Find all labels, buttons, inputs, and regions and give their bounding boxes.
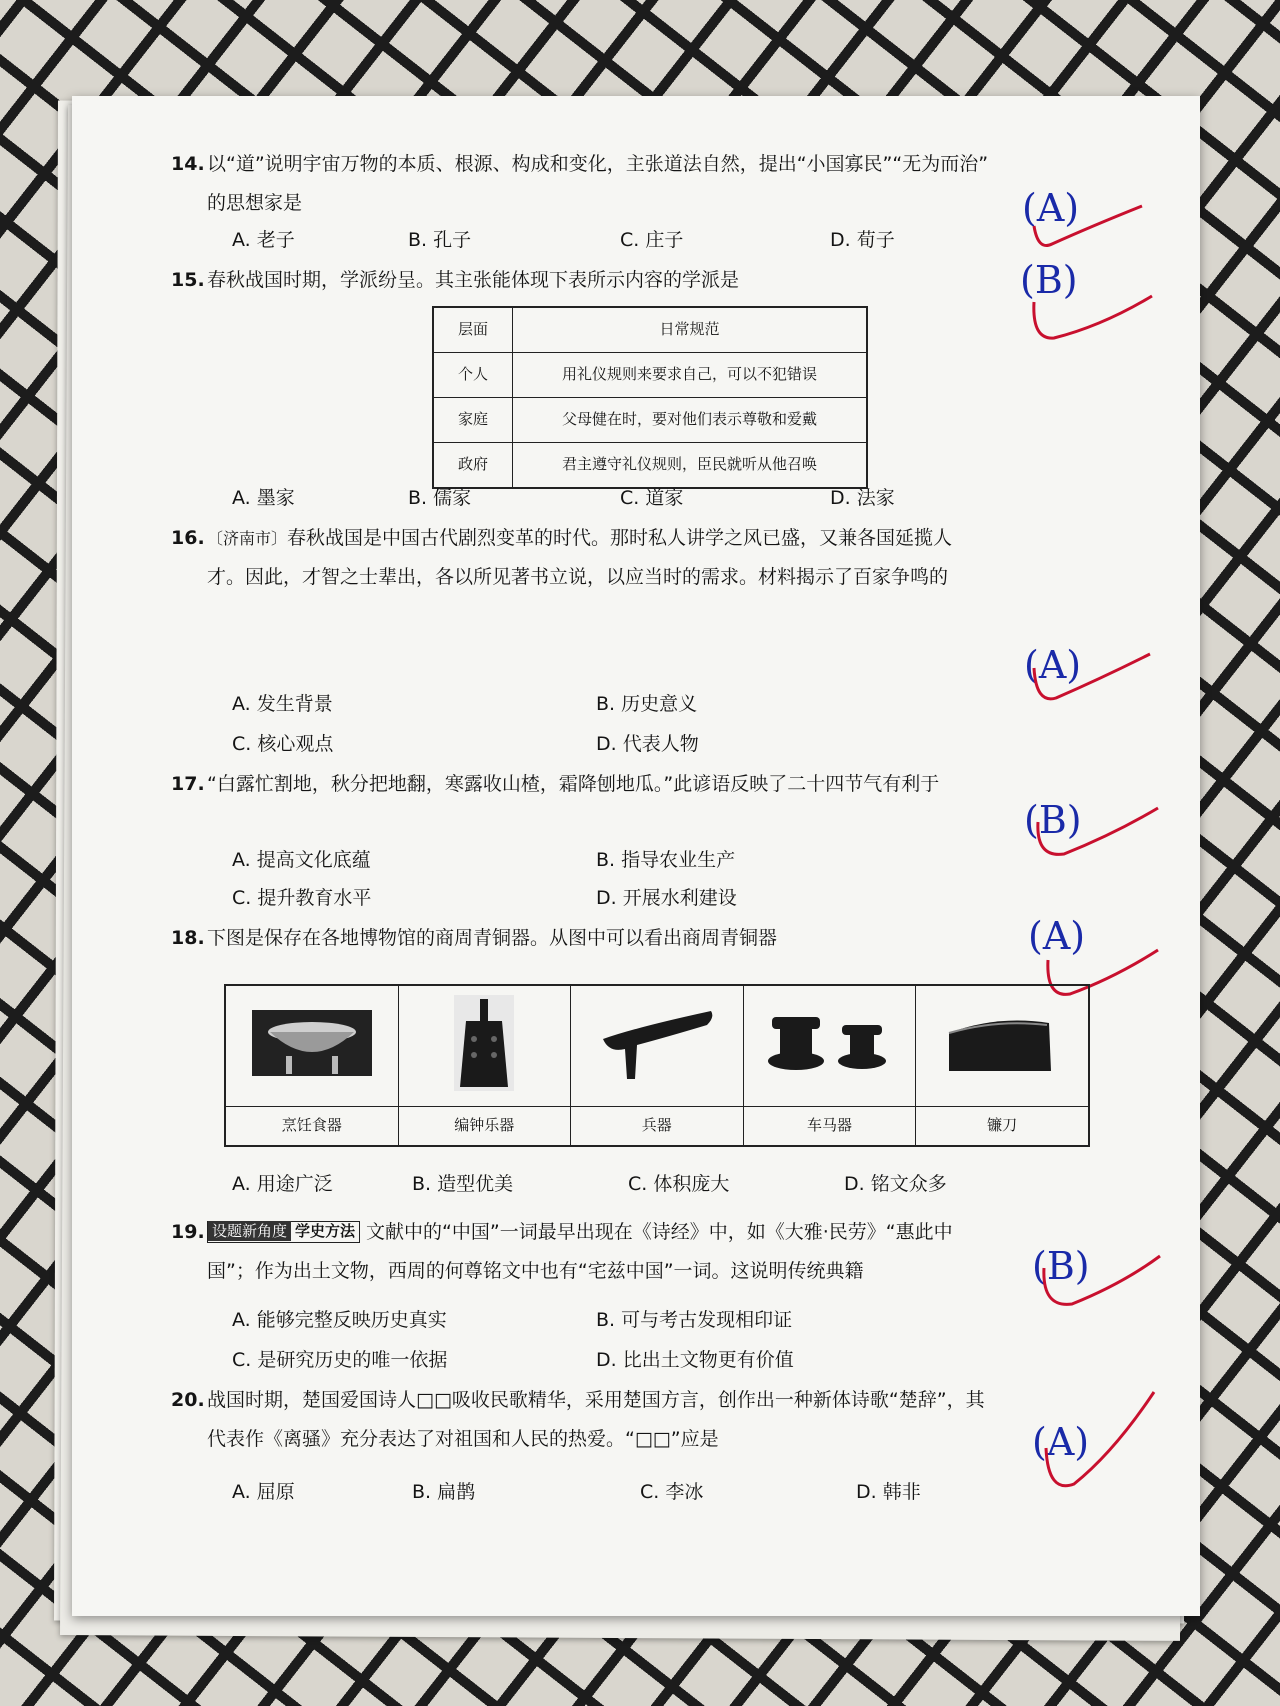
- question-text: 文献中的“中国”一词最早出现在《诗经》中，如《大雅·民劳》“惠此中: [366, 1221, 953, 1243]
- table-row: [433, 443, 867, 489]
- figure-label: 编钟乐器: [398, 1107, 570, 1147]
- table-header: 日常规范: [513, 307, 868, 353]
- handwritten-answer-17: (B): [1024, 798, 1082, 842]
- table-cell: 个人: [433, 353, 513, 398]
- bronze-figure-table: [224, 984, 1090, 1147]
- region-tag: 〔济南市〕: [207, 529, 288, 548]
- question-text: 的思想家是: [207, 191, 303, 214]
- option-d[interactable]: D. 比出土文物更有价值: [596, 1349, 794, 1371]
- red-checkmark: [1044, 1392, 1204, 1502]
- option-c[interactable]: C. 体积庞大: [628, 1173, 730, 1195]
- option-a[interactable]: A. 老子: [232, 229, 295, 251]
- option-d[interactable]: D. 荀子: [830, 229, 895, 251]
- weapon-image: [597, 1003, 717, 1083]
- red-checkmark: [1032, 296, 1192, 376]
- question-text: 春秋战国时期，学派纷呈。其主张能体现下表所示内容的学派是: [207, 269, 740, 291]
- option-b[interactable]: B. 可与考古发现相印证: [596, 1309, 793, 1331]
- option-c[interactable]: C. 李冰: [640, 1481, 704, 1503]
- figure-cell: [743, 985, 916, 1107]
- handwritten-answer-20: (A): [1032, 1420, 1090, 1464]
- option-a[interactable]: A. 发生背景: [232, 693, 333, 715]
- option-c[interactable]: C. 道家: [620, 487, 684, 509]
- table-cell: 父母健在时，要对他们表示尊敬和爱戴: [513, 398, 868, 443]
- question-number: 15.: [171, 269, 205, 291]
- exam-page: [72, 96, 1200, 1616]
- question-text: 代表作《离骚》充分表达了对祖国和人民的热爱。“□□”应是: [207, 1427, 719, 1450]
- handwritten-answer-15: (B): [1020, 258, 1078, 302]
- chariot-fitting-image: [764, 1013, 894, 1073]
- figure-label: 镰刀: [916, 1107, 1089, 1147]
- option-a[interactable]: A. 屈原: [232, 1481, 295, 1503]
- option-d[interactable]: D. 铭文众多: [844, 1173, 947, 1195]
- figure-label: 车马器: [743, 1107, 916, 1147]
- figure-cell: [398, 985, 570, 1107]
- option-b[interactable]: B. 扁鹊: [412, 1481, 476, 1503]
- sickle-image: [947, 1015, 1057, 1071]
- chime-bell-image: [454, 995, 514, 1091]
- handwritten-answer-16: (A): [1024, 643, 1082, 687]
- question-19: [171, 1220, 1167, 1283]
- question-17: [171, 772, 1167, 797]
- figure-label: 兵器: [570, 1107, 743, 1147]
- handwritten-answer-19: (B): [1032, 1244, 1090, 1288]
- question-18: [171, 926, 1167, 951]
- table-cell: 家庭: [433, 398, 513, 443]
- option-c[interactable]: C. 庄子: [620, 229, 684, 251]
- figure-cell: [570, 985, 743, 1107]
- table-cell: 政府: [433, 443, 513, 489]
- option-a[interactable]: A. 用途广泛: [232, 1173, 333, 1195]
- question-number: 20.: [171, 1389, 205, 1411]
- table-header: 层面: [433, 307, 513, 353]
- option-a[interactable]: A. 能够完整反映历史真实: [232, 1309, 447, 1331]
- question-16: [171, 526, 1167, 589]
- table-cell: 用礼仪规则来要求自己，可以不犯错误: [513, 353, 868, 398]
- handwritten-answer-14: (A): [1022, 186, 1080, 230]
- question-number: 17.: [171, 773, 205, 795]
- question-text: 春秋战国是中国古代剧烈变革的时代。那时私人讲学之风已盛，又兼各国延揽人: [287, 527, 953, 549]
- figure-cell: [225, 985, 398, 1107]
- option-b[interactable]: B. 孔子: [408, 229, 472, 251]
- option-c[interactable]: C. 是研究历史的唯一依据: [232, 1349, 448, 1371]
- question-number: 16.: [171, 527, 205, 549]
- question-text: 战国时期，楚国爱国诗人□□吸收民歌精华，采用楚国方言，创作出一种新体诗歌“楚辞”，其: [207, 1389, 985, 1411]
- cooking-vessel-image: [252, 1010, 372, 1076]
- table-cell: 君主遵守礼仪规则，臣民就听从他召唤: [513, 443, 868, 489]
- question-text: “白露忙割地，秋分把地翻，寒露收山楂，霜降刨地瓜。”此谚语反映了二十四节气有利于: [207, 773, 940, 795]
- table-row: [433, 353, 867, 398]
- option-a[interactable]: A. 墨家: [232, 487, 295, 509]
- table-row: [433, 398, 867, 443]
- red-checkmark: [1032, 654, 1192, 724]
- figure-cell: [916, 985, 1089, 1107]
- option-d[interactable]: D. 开展水利建设: [596, 887, 737, 909]
- red-checkmark: [1042, 1256, 1202, 1326]
- option-b[interactable]: B. 儒家: [408, 487, 472, 509]
- question-number: 19.: [171, 1221, 205, 1243]
- norms-table: [432, 306, 868, 489]
- option-d[interactable]: D. 韩非: [856, 1481, 921, 1503]
- figure-label: 烹饪食器: [225, 1107, 398, 1147]
- question-20: [171, 1388, 1167, 1451]
- option-c[interactable]: C. 提升教育水平: [232, 887, 372, 909]
- question-text: 才。因此，才智之士辈出，各以所见著书立说，以应当时的需求。材料揭示了百家争鸣的: [207, 565, 949, 588]
- option-d[interactable]: D. 代表人物: [596, 733, 699, 755]
- red-checkmark: [1034, 808, 1194, 878]
- question-text: 下图是保存在各地博物馆的商周青铜器。从图中可以看出商周青铜器: [207, 927, 778, 949]
- question-number: 18.: [171, 927, 205, 949]
- question-number: 14.: [171, 153, 205, 175]
- question-text: 国”；作为出土文物，西周的何尊铭文中也有“宅兹中国”一词。这说明传统典籍: [207, 1259, 864, 1282]
- option-b[interactable]: B. 造型优美: [412, 1173, 514, 1195]
- option-b[interactable]: B. 指导农业生产: [596, 849, 736, 871]
- handwritten-answer-18: (A): [1028, 914, 1086, 958]
- topic-tag: 设题新角度 学史方法: [207, 1221, 360, 1243]
- option-b[interactable]: B. 历史意义: [596, 693, 698, 715]
- option-c[interactable]: C. 核心观点: [232, 733, 334, 755]
- question-text: 以“道”说明宇宙万物的本质、根源、构成和变化，主张道法自然，提出“小国寡民”“无为而治”: [207, 153, 989, 175]
- option-a[interactable]: A. 提高文化底蕴: [232, 849, 371, 871]
- option-d[interactable]: D. 法家: [830, 487, 895, 509]
